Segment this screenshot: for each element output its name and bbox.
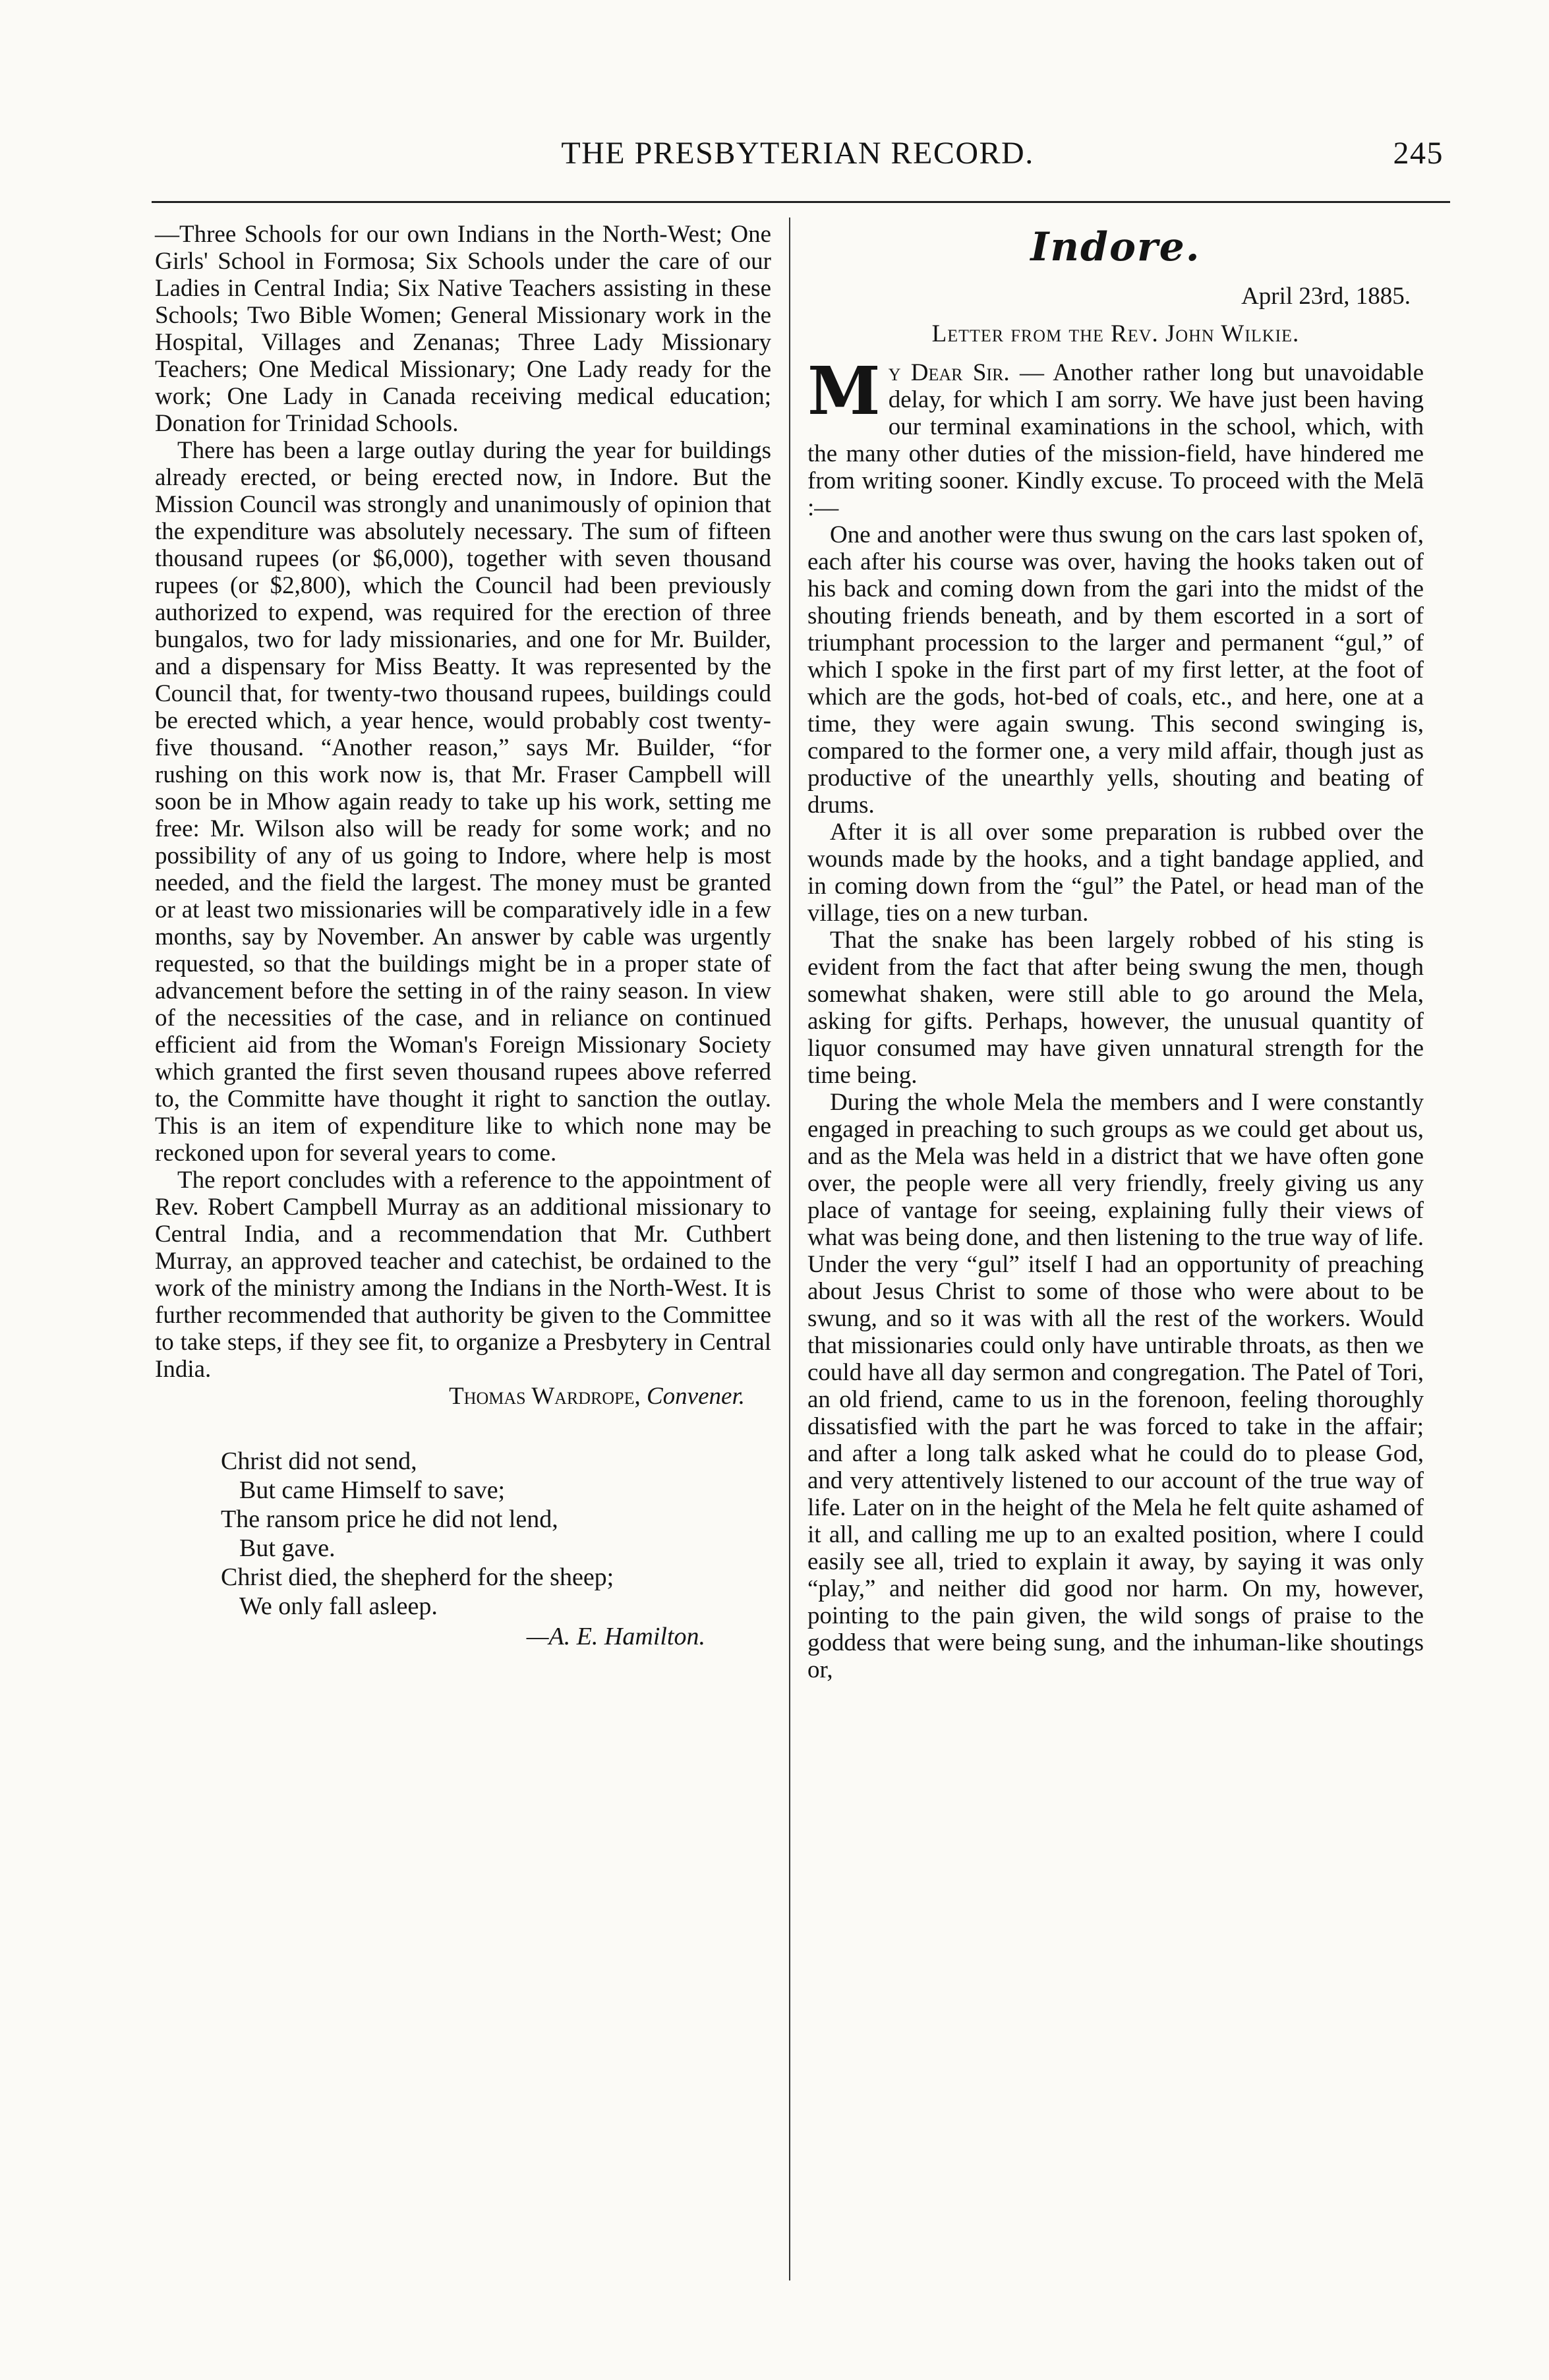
drop-cap: M [807, 352, 881, 430]
signature-name: Thomas Wardrope, [449, 1383, 641, 1410]
header-rule [224, 201, 1450, 203]
letter-paragraph-2: After it is all over some preparation is rubbed over the wounds made by the hooks, and a tight bandage applied, and in coming down from the “gul” the Patel, or head man of the village, ties on a new turban. [807, 819, 1424, 927]
letter-heading: Letter from the Rev. John Wilkie. [931, 320, 1300, 347]
letter-date: April 23rd, 1885. [1241, 283, 1411, 310]
right-column [807, 221, 1424, 1683]
section-title: Indore. [1030, 224, 1201, 270]
poem [155, 1447, 771, 1651]
signature-title: Convener. [647, 1383, 745, 1410]
letter-paragraph-1: One and another were thus swung on the cars last spoken of, each after his course was over, having the hooks taken out of his back and coming down from the gari into the midst of the shouting friends beneath, and by them escorted in a sort of triumphant procession to the larger and permanent “gul,” of which I spoke in the first part of my first letter, at the foot of which are the gods, hot-bed of coals, etc., and here, one at a time, they were again swung. This second swinging is, compared to the former one, a very mild affair, though just as productive of the unearthly yells, shouting and beating of drums. [807, 521, 1424, 819]
column-divider [789, 218, 790, 2280]
left-column [155, 221, 771, 1651]
salutation: y Dear Sir. [888, 359, 1010, 386]
letter-paragraph-4: During the whole Mela the members and I were constantly engaged in preaching to such groups as we could get about us, and as the Mela was held in a district that we have often gone over, the people were all very friendly, freely giving us any place of vantage for seeing, explaining fully their views of what was being done, and then listening to the true way of life. Under the very “gul” itself I had an opportunity of preaching about Jesus Christ to some of those who were about to be swung, and so it was with all the rest of the workers. Would that missionaries could only have untirable throats, as then we could have all day sermon and congregation. The Patel of Tori, an old friend, came to us in the forenoon, feeling thoroughly dissatisfied with the part he was forced to take in the affair; and after a long talk asked what he could do to please God, and very attentively listened to our account of the true way of life. Later on in the height of the Mela he felt quite ashamed of it all, and calling me up to an exalted position, where I could easily see all, tried to explain it away, by saying it was only “play,” and neither did good nor harm. On my, however, pointing to the pain given, the wild songs of praise to the goddess that were being sung, and the inhuman-like shoutings or, [807, 1089, 1424, 1683]
poem-author: —A. E. Hamilton. [526, 1623, 705, 1650]
journal-title: THE PRESBYTERIAN RECORD. [561, 136, 1034, 171]
poem-line: But gave. [239, 1534, 336, 1562]
poem-line: But came Himself to save; [239, 1476, 506, 1504]
report-paragraph-3: The report concludes with a reference to the appointment of Rev. Robert Campbell Murray as an additional missionary to Central India, and a recommendation that Mr. Cuthbert Murray, an approved teacher and catechist, be ordained to the work of the ministry among the Indians in the North-West. It is further recommended that authority be given to the Committee to take steps, if they see fit, to organize a Presbytery in Central India. [155, 1167, 771, 1383]
poem-line: The ransom price he did not lend, [221, 1505, 558, 1533]
running-header [152, 135, 1444, 181]
poem-line: Christ died, the shepherd for the sheep; [221, 1563, 614, 1591]
poem-line: Christ did not send, [221, 1447, 417, 1475]
poem-line: We only fall asleep. [239, 1592, 438, 1620]
report-paragraph-2: There has been a large outlay during the year for buildings already erected, or being erected now, in Indore. But the Mission Council was strongly and unanimously of opinion that the expenditure was absolutely necessary. The sum of fifteen thousand rupees (or $6,000), together with seven thousand rupees (or $2,800), which the Council had been previously authorized to expend, was required for the erection of three bungalos, two for lady missionaries, and one for Mr. Builder, and a dispensary for Miss Beatty. It was represented by the Council that, for twenty-two thousand rupees, buildings could be erected which, a year hence, would probably cost twenty-five thousand. “Another reason,” says Mr. Builder, “for rushing on this work now is, that Mr. Fraser Campbell will soon be in Mhow again ready to take up his work, setting me free: Mr. Wilson also will be ready for some work; and no possibility of any of us going to Indore, where help is most needed, and the field the largest. The money must be granted or at least two missionaries will be comparatively idle in a few months, say by November. An answer by cable was urgently requested, so that the buildings might be in a proper state of advancement before the setting in of the rainy season. In view of the necessities of the case, and in reliance on continued efficient aid from the Woman's Foreign Missionary Society which granted the first seven thousand rupees above referred to, the Committe have thought it right to sanction the outlay. This is an item of expenditure like to which none may be reckoned upon for several years to come. [155, 437, 771, 1167]
report-paragraph-1: —Three Schools for our own Indians in the North-West; One Girls' School in Formosa; Six Schools under the care of our Ladies in Central India; Six Native Teachers assisting in these Schools; Two Bible Women; General Missionary work in the Hospital, Villages and Zenanas; Three Lady Missionary Teachers; One Medical Missionary; One Lady ready for the work; One Lady in Canada receiving medical education; Donation for Trinidad Schools. [155, 221, 771, 437]
report-signature [155, 1383, 771, 1410]
opening-text: — Another rather long but unavoidable delay, for which I am sorry. We have just been having our terminal examinations in the school, which, with the many other duties of the mission-field, have hindered me from writing sooner. Kindly excuse. To proceed with the Melā :— [807, 359, 1424, 521]
letter-opening-paragraph [807, 352, 1424, 521]
letter-paragraph-3: That the snake has been largely robbed of his sting is evident from the fact that after being swung the men, though somewhat shaken, were still able to go around the Mela, asking for gifts. Perhaps, however, the unusual quantity of liquor consumed may have given unnatural strength for the time being. [807, 927, 1424, 1089]
page-number: 245 [1393, 136, 1444, 171]
